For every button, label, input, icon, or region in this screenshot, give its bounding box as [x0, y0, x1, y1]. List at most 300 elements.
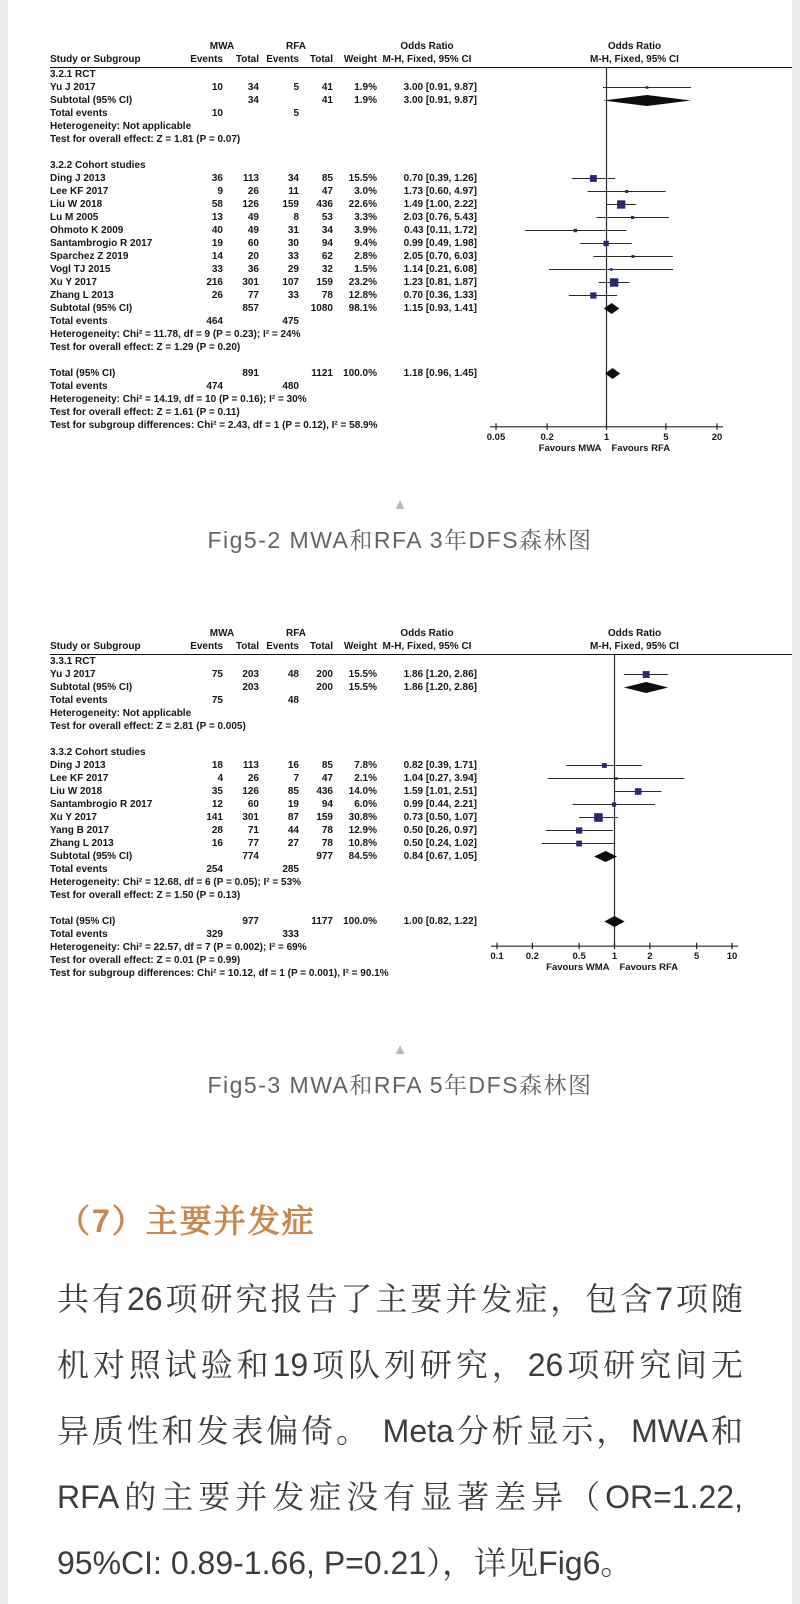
mwa-events-cell: 40: [211, 225, 223, 236]
subgroup-section-label: 3.3.2 Cohort studies: [50, 746, 146, 758]
or-ci-cell: 2.05 [0.70, 6.03]: [403, 251, 477, 262]
mwa-events-cell: 10: [211, 82, 223, 93]
study-cell: Yu J 2017: [50, 82, 96, 93]
header-line-groups: [50, 627, 792, 640]
mwa-events-cell: 254: [206, 863, 223, 875]
or-ci-cell: [377, 928, 477, 941]
axis-tick-label: 5: [663, 431, 669, 443]
or-point-marker: [576, 827, 582, 833]
or-ci-cell: 1.15 [0.93, 1.41]: [403, 303, 477, 314]
mwa-total-cell: 126: [242, 199, 259, 210]
mwa-events-cell: 28: [211, 824, 223, 836]
weight-cell: 3.3%: [354, 212, 377, 223]
mwa-total-cell: 77: [247, 837, 259, 849]
mwa-total-cell: 203: [242, 668, 259, 680]
mwa-total-cell: [223, 380, 259, 393]
or-point-marker: [590, 292, 596, 298]
study-cell: Total events: [50, 108, 108, 119]
rfa-total-cell: 1177: [311, 915, 333, 927]
subgroup-section-label: 3.3.1 RCT: [50, 655, 96, 667]
weight-col-spacer: [333, 627, 377, 640]
weight-cell: 100.0%: [343, 368, 377, 379]
or-ci-cell: 1.59 [1.01, 2.51]: [403, 785, 477, 797]
rfa-events-cell: [259, 302, 299, 315]
mwa-events-cell: 58: [211, 199, 223, 210]
study-cell: Liu W 2018: [50, 199, 103, 210]
study-cell: Total events: [50, 928, 108, 940]
method-ci-header: M-H, Fixed, 95% CI: [382, 54, 472, 65]
or-ci-cell: [377, 694, 477, 707]
rfa-total-cell: 85: [321, 759, 333, 771]
rfa-events-cell: 33: [287, 290, 299, 301]
or-point-marker: [625, 190, 628, 193]
study-column-header: Study or Subgroup: [50, 640, 141, 652]
stats-note: Test for overall effect: Z = 1.61 (P = 0.11): [50, 407, 240, 418]
weight-cell: 1.9%: [354, 82, 377, 93]
mwa-events-cell: 16: [211, 837, 223, 849]
study-cell: Total (95% CI): [50, 915, 116, 927]
forest-plot-canvas: [477, 655, 792, 980]
rfa-events-cell: 8: [293, 212, 299, 223]
weight-cell: 100.0%: [343, 915, 377, 927]
weight-col-spacer: [333, 40, 377, 53]
rfa-total-cell: 159: [316, 277, 333, 288]
or-point-marker: [594, 813, 603, 822]
mwa-events-cell: 9: [217, 186, 223, 197]
or-ci-cell: 3.00 [0.91, 9.87]: [403, 95, 477, 106]
study-col-spacer: [50, 40, 185, 53]
study-cell: Santambrogio R 2017: [50, 238, 153, 249]
or-ci-cell: 0.50 [0.26, 0.97]: [403, 824, 477, 836]
stats-note: Heterogeneity: Not applicable: [50, 121, 192, 132]
study-cell: Xu Y 2017: [50, 811, 97, 823]
mwa-group-header: MWA: [209, 41, 235, 52]
axis-tick-label: 0.5: [572, 950, 586, 962]
mwa-events-header: Events: [190, 640, 223, 652]
rfa-group-header: RFA: [286, 627, 306, 639]
forest-plot-figure-5yr-dfs: [50, 627, 792, 980]
study-cell: Total (95% CI): [50, 368, 116, 379]
or-point-marker: [576, 840, 582, 846]
rfa-total-cell: 78: [321, 290, 333, 301]
weight-cell: 14.0%: [348, 785, 377, 797]
or-ci-cell: 0.50 [0.24, 1.02]: [403, 837, 477, 849]
weight-cell: 22.6%: [348, 199, 377, 210]
rfa-events-cell: 44: [287, 824, 299, 836]
or-point-marker: [602, 763, 607, 768]
rfa-total-cell: [299, 863, 333, 876]
axis-tick-label: 1: [603, 431, 610, 443]
study-column-header: Study or Subgroup: [50, 54, 141, 65]
or-point-marker: [612, 802, 616, 806]
weight-cell: [333, 107, 377, 120]
rfa-events-cell: 85: [287, 785, 299, 797]
stats-note: Test for overall effect: Z = 1.29 (P = 0.20): [50, 342, 241, 353]
axis-tick-label: 10: [726, 950, 738, 962]
plot-odds-ratio-header: Odds Ratio: [607, 41, 662, 52]
mwa-events-cell: 4: [217, 772, 223, 784]
rfa-total-cell: 1121: [311, 368, 333, 379]
rfa-events-cell: 11: [288, 186, 299, 197]
subgroup-section-label: 3.2.1 RCT: [50, 69, 96, 80]
weight-cell: 84.5%: [348, 850, 377, 862]
or-ci-cell: 1.18 [0.96, 1.45]: [403, 368, 477, 379]
weight-cell: 1.5%: [354, 264, 377, 275]
mwa-total-cell: 113: [242, 173, 259, 184]
mwa-events-cell: [185, 850, 223, 863]
rfa-total-header: Total: [309, 640, 333, 652]
collapse-triangle-icon: ▲: [392, 495, 408, 513]
or-ci-cell: 3.00 [0.91, 9.87]: [403, 82, 477, 93]
rfa-events-cell: 19: [287, 798, 299, 810]
rfa-total-cell: 47: [321, 772, 333, 784]
paragraph-line: 机对照试验和19项队列研究，26项研究间无: [57, 1346, 743, 1383]
weight-cell: [333, 694, 377, 707]
paragraph-line: 异质性和发表偏倚。 Meta分析显示，MWA和: [57, 1412, 743, 1449]
paragraph-line: RFA的主要并发症没有显著差异（OR=1.22,: [57, 1478, 743, 1515]
study-cell: Subtotal (95% CI): [50, 850, 133, 862]
rfa-total-cell: 159: [316, 811, 333, 823]
study-cell: Yu J 2017: [50, 668, 96, 680]
pooled-diamond-marker: [604, 916, 624, 927]
weight-cell: 1.9%: [354, 95, 377, 106]
mwa-events-cell: 329: [206, 928, 223, 940]
rfa-total-cell: 1080: [310, 303, 333, 314]
or-point-marker: [590, 175, 597, 182]
study-cell: Sparchez Z 2019: [50, 251, 129, 262]
study-cell: Ding J 2013: [50, 759, 106, 771]
study-col-spacer: [50, 627, 185, 640]
rfa-total-cell: 32: [321, 264, 333, 275]
rfa-total-header: Total: [309, 54, 333, 65]
figure-caption-block: [0, 497, 800, 555]
mwa-total-cell: 71: [247, 824, 259, 836]
study-cell: Lee KF 2017: [50, 186, 109, 197]
study-cell: Zhang L 2013: [50, 837, 114, 849]
mwa-total-header: Total: [235, 640, 259, 652]
or-ci-cell: 1.00 [0.82, 1.22]: [403, 915, 477, 927]
mwa-events-cell: 19: [211, 238, 223, 249]
rfa-total-cell: 62: [321, 251, 333, 262]
mwa-total-cell: 34: [247, 95, 259, 106]
header-line-groups: [50, 40, 792, 53]
or-point-marker: [615, 777, 618, 780]
rfa-total-cell: [299, 315, 333, 328]
mwa-total-cell: [223, 694, 259, 707]
stats-note: Test for overall effect: Z = 1.81 (P = 0.07): [50, 134, 241, 145]
mwa-events-cell: 141: [206, 811, 223, 823]
mwa-events-cell: 35: [211, 785, 223, 797]
weight-cell: 23.2%: [348, 277, 377, 288]
or-ci-cell: 0.99 [0.49, 1.98]: [403, 238, 477, 249]
weight-cell: 3.9%: [354, 225, 377, 236]
weight-cell: 3.0%: [354, 186, 377, 197]
figure-caption: Fig5-2 MWA和RFA 3年DFS森林图: [207, 526, 593, 553]
plot-method-ci-header: M-H, Fixed, 95% CI: [590, 640, 679, 652]
or-ci-cell: 1.23 [0.81, 1.87]: [403, 277, 477, 288]
weight-cell: [333, 380, 377, 393]
weight-cell: 15.5%: [348, 668, 377, 680]
mwa-total-cell: 77: [247, 290, 259, 301]
or-ci-cell: 0.43 [0.11, 1.72]: [404, 225, 477, 236]
rfa-total-cell: 94: [321, 798, 333, 810]
pooled-diamond-marker: [624, 682, 668, 693]
mwa-total-cell: 857: [242, 303, 259, 314]
study-cell: Total events: [50, 316, 108, 327]
weight-cell: 12.9%: [348, 824, 377, 836]
favours-left-label: Favours MWA: [538, 442, 602, 454]
or-ci-cell: 1.86 [1.20, 2.86]: [403, 681, 477, 693]
rfa-events-cell: [259, 915, 299, 928]
stats-note: Test for subgroup differences: Chi² = 2.43, df = 1 (P = 0.12), I² = 58.9%: [50, 420, 378, 431]
rfa-events-header: Events: [266, 54, 299, 65]
forest-table-header: [50, 40, 792, 68]
rfa-events-cell: 29: [287, 264, 299, 275]
plot-odds-ratio-header: Odds Ratio: [607, 627, 662, 639]
page-left-gutter: [0, 0, 8, 1604]
stats-note: Heterogeneity: Chi² = 22.57, df = 7 (P = 0.002); I² = 69%: [50, 941, 307, 953]
rfa-total-cell: [299, 380, 333, 393]
mwa-total-cell: [223, 863, 259, 876]
mwa-events-cell: 474: [206, 381, 223, 392]
mwa-events-cell: [185, 94, 223, 107]
rfa-events-cell: 107: [282, 277, 299, 288]
or-ci-cell: 0.73 [0.50, 1.07]: [403, 811, 477, 823]
rfa-events-cell: 7: [293, 772, 299, 784]
stats-note: Test for overall effect: Z = 2.81 (P = 0.005): [50, 720, 246, 732]
rfa-events-cell: 27: [287, 837, 299, 849]
forest-table-header: [50, 627, 792, 655]
weight-cell: [333, 863, 377, 876]
figure-caption-block: [0, 1042, 800, 1100]
rfa-events-cell: 33: [287, 251, 299, 262]
rfa-events-cell: 87: [287, 811, 299, 823]
mwa-events-cell: 75: [211, 668, 223, 680]
or-point-marker: [610, 268, 613, 271]
section-heading: （7）主要并发症: [58, 1202, 316, 1239]
rfa-events-cell: 5: [293, 108, 299, 119]
study-cell: Yang B 2017: [50, 824, 109, 836]
mwa-total-cell: 113: [242, 759, 259, 771]
axis-tick-label: 0.2: [540, 431, 554, 443]
or-point-marker: [635, 788, 642, 795]
stats-note: Test for overall effect: Z = 0.01 (P = 0.99): [50, 954, 241, 966]
or-ci-cell: [377, 380, 477, 393]
or-point-marker: [610, 278, 618, 286]
weight-cell: 10.8%: [348, 837, 377, 849]
rfa-events-cell: [259, 94, 299, 107]
weight-cell: 15.5%: [348, 173, 377, 184]
or-ci-cell: 0.70 [0.39, 1.26]: [403, 173, 477, 184]
favours-left-label: Favours WMA: [546, 961, 610, 973]
mwa-events-cell: [185, 681, 223, 694]
or-ci-cell: 0.82 [0.39, 1.71]: [403, 759, 477, 771]
stats-note: Heterogeneity: Chi² = 11.78, df = 9 (P = 0.23); I² = 24%: [50, 329, 301, 340]
mwa-total-cell: 203: [242, 681, 259, 693]
study-cell: Ohmoto K 2009: [50, 225, 124, 236]
or-ci-cell: 0.70 [0.36, 1.33]: [403, 290, 477, 301]
rfa-events-cell: 5: [293, 82, 299, 93]
mwa-events-cell: 33: [211, 264, 223, 275]
article-paragraph: [57, 1266, 743, 1596]
rfa-total-cell: 78: [321, 824, 333, 836]
rfa-total-cell: 977: [316, 850, 333, 862]
study-cell: Lu M 2005: [50, 212, 99, 223]
or-point-marker: [631, 216, 634, 219]
mwa-total-cell: 301: [242, 811, 259, 823]
rfa-total-cell: 47: [321, 186, 333, 197]
mwa-total-cell: 26: [247, 772, 259, 784]
study-cell: Zhang L 2013: [50, 290, 114, 301]
mwa-events-cell: 14: [211, 251, 223, 262]
weight-cell: 12.8%: [348, 290, 377, 301]
favours-right-label: Favours RFA: [611, 442, 671, 454]
rfa-events-cell: 48: [287, 668, 299, 680]
rfa-events-cell: 16: [287, 759, 299, 771]
study-cell: Lee KF 2017: [50, 772, 109, 784]
rfa-total-cell: 436: [316, 199, 333, 210]
mwa-events-cell: 36: [211, 173, 223, 184]
axis-tick-label: 20: [711, 431, 723, 443]
or-point-marker: [603, 241, 608, 246]
rfa-events-cell: 34: [287, 173, 299, 184]
rfa-total-cell: 200: [316, 681, 333, 693]
paragraph-line: 95%CI: 0.89-1.66, P=0.21），详见Fig6。: [57, 1544, 633, 1581]
rfa-events-cell: 285: [282, 863, 299, 875]
collapse-triangle-icon: ▲: [392, 1040, 408, 1058]
header-line-columns: [50, 640, 792, 653]
rfa-total-cell: 34: [321, 225, 333, 236]
forest-table-body: [50, 655, 792, 980]
stats-note: Test for overall effect: Z = 1.50 (P = 0.13): [50, 889, 241, 901]
pooled-diamond-marker: [594, 851, 617, 862]
study-cell: Total events: [50, 381, 108, 392]
weight-cell: 2.1%: [354, 772, 377, 784]
weight-column-header: Weight: [343, 54, 377, 65]
mwa-events-cell: 464: [206, 316, 223, 327]
mwa-total-cell: 891: [242, 368, 259, 379]
weight-cell: 9.4%: [354, 238, 377, 249]
rfa-total-cell: [299, 694, 333, 707]
rfa-total-cell: [299, 928, 333, 941]
or-ci-cell: 0.99 [0.44, 2.21]: [403, 798, 477, 810]
or-ci-cell: [377, 107, 477, 120]
mwa-events-cell: 10: [211, 108, 223, 119]
subgroup-section-label: 3.2.2 Cohort studies: [50, 160, 146, 171]
or-ci-cell: [377, 315, 477, 328]
mwa-events-cell: 216: [206, 277, 223, 288]
favours-right-label: Favours RFA: [619, 961, 679, 973]
mwa-events-cell: 13: [211, 212, 223, 223]
study-cell: Xu Y 2017: [50, 277, 97, 288]
rfa-events-cell: [259, 367, 299, 380]
rfa-group-header: RFA: [286, 41, 306, 52]
mwa-total-cell: 301: [242, 277, 259, 288]
rfa-events-header: Events: [266, 640, 299, 652]
or-point-marker: [632, 255, 635, 258]
mwa-total-cell: 36: [247, 264, 259, 275]
forest-table-body: [50, 68, 792, 457]
rfa-total-cell: 41: [321, 82, 333, 93]
axis-tick-label: 0.1: [490, 950, 504, 962]
rfa-total-cell: 94: [321, 238, 333, 249]
rfa-total-cell: 78: [321, 837, 333, 849]
or-point-marker: [617, 200, 625, 208]
study-cell: Subtotal (95% CI): [50, 303, 133, 314]
stats-note: Heterogeneity: Chi² = 12.68, df = 6 (P = 0.05); I² = 53%: [50, 876, 302, 888]
mwa-total-cell: 34: [247, 82, 259, 93]
study-cell: Ding J 2013: [50, 173, 106, 184]
weight-cell: 15.5%: [348, 681, 377, 693]
page-right-gutter: [792, 0, 800, 1604]
mwa-events-header: Events: [190, 54, 223, 65]
axis-tick-label: 0.05: [486, 431, 506, 443]
study-cell: Vogl TJ 2015: [50, 264, 111, 275]
study-cell: Santambrogio R 2017: [50, 798, 153, 810]
study-cell: Total events: [50, 694, 108, 706]
rfa-events-cell: 333: [282, 928, 299, 940]
header-line-columns: [50, 53, 792, 66]
rfa-events-cell: 480: [282, 381, 299, 392]
mwa-events-cell: 75: [211, 694, 223, 706]
mwa-total-cell: 26: [247, 186, 259, 197]
weight-cell: 30.8%: [348, 811, 377, 823]
rfa-total-cell: 41: [321, 95, 333, 106]
rfa-events-cell: 31: [287, 225, 299, 236]
study-cell: Total events: [50, 863, 108, 875]
rfa-total-cell: 53: [321, 212, 333, 223]
mwa-events-cell: 12: [211, 798, 223, 810]
forest-plot-figure-3yr-dfs: [50, 40, 792, 457]
rfa-total-cell: 436: [316, 785, 333, 797]
rfa-events-cell: [259, 850, 299, 863]
weight-cell: 2.8%: [354, 251, 377, 262]
rfa-events-cell: 475: [282, 316, 299, 327]
odds-ratio-header: Odds Ratio: [400, 41, 454, 52]
axis-tick-label: 2: [647, 950, 653, 962]
stats-note: Test for subgroup differences: Chi² = 10.12, df = 1 (P = 0.001), I² = 90.1%: [50, 967, 389, 979]
mwa-group-header: MWA: [209, 627, 235, 639]
or-ci-cell: 1.73 [0.60, 4.97]: [403, 186, 477, 197]
weight-cell: 7.8%: [354, 759, 377, 771]
or-ci-cell: 0.84 [0.67, 1.05]: [403, 850, 477, 862]
figure-caption: Fig5-3 MWA和RFA 5年DFS森林图: [207, 1071, 593, 1098]
mwa-total-cell: [223, 928, 259, 941]
axis-tick-label: 1: [611, 950, 618, 962]
method-ci-header: M-H, Fixed, 95% CI: [382, 640, 472, 652]
paragraph-line: 共有26项研究报告了主要并发症，包含7项随: [57, 1280, 743, 1317]
odds-ratio-header: Odds Ratio: [400, 627, 454, 639]
weight-cell: [333, 315, 377, 328]
rfa-events-cell: 48: [287, 694, 299, 706]
or-point-marker: [574, 229, 577, 232]
rfa-total-cell: 85: [321, 173, 333, 184]
or-ci-cell: 1.86 [1.20, 2.86]: [403, 668, 477, 680]
or-ci-cell: 1.04 [0.27, 3.94]: [403, 772, 477, 784]
study-cell: Subtotal (95% CI): [50, 681, 133, 693]
weight-cell: [333, 928, 377, 941]
mwa-total-cell: 20: [247, 251, 259, 262]
or-ci-cell: 1.14 [0.21, 6.08]: [403, 264, 477, 275]
study-cell: Liu W 2018: [50, 785, 103, 797]
mwa-total-header: Total: [235, 54, 259, 65]
study-cell: Subtotal (95% CI): [50, 95, 133, 106]
rfa-events-cell: 30: [287, 238, 299, 249]
stats-note: Heterogeneity: Not applicable: [50, 707, 192, 719]
mwa-events-cell: 26: [211, 290, 223, 301]
mwa-events-cell: [185, 302, 223, 315]
mwa-events-cell: [185, 367, 223, 380]
